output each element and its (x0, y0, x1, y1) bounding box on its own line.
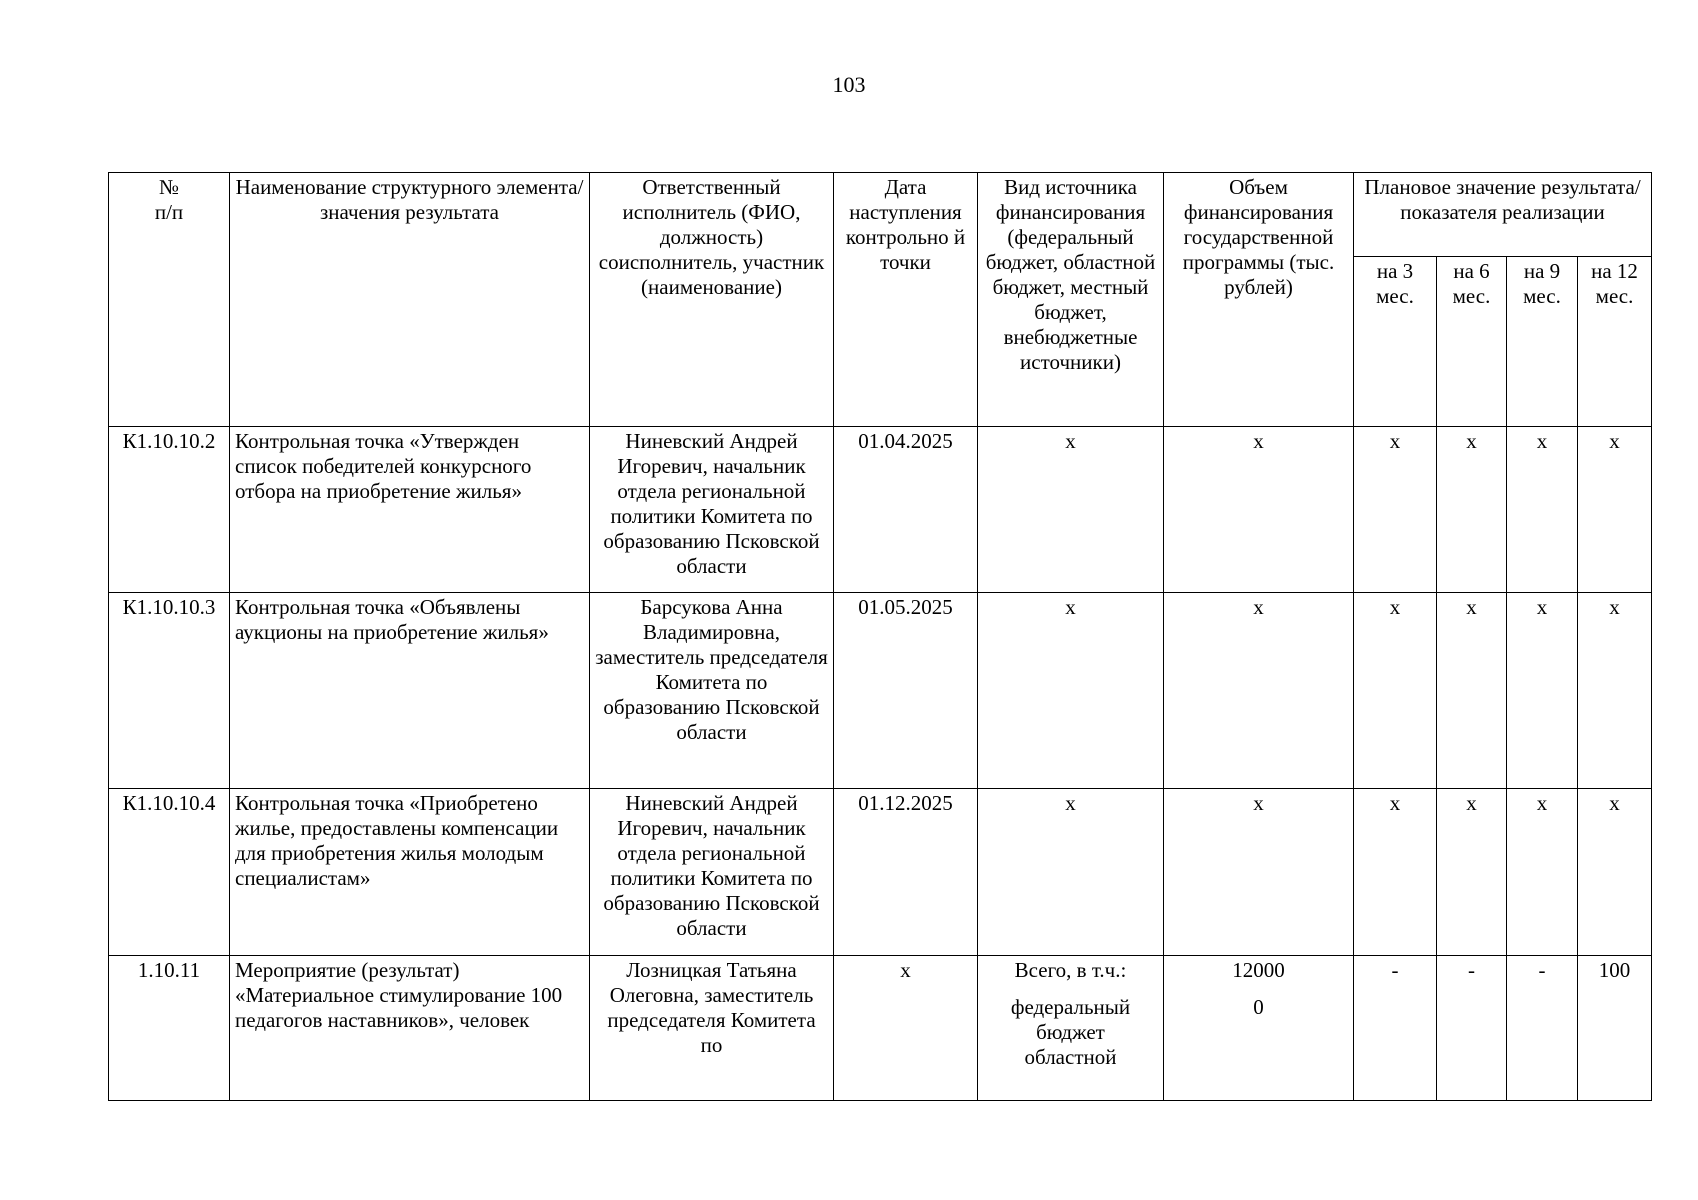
page-number: 103 (832, 72, 866, 97)
table-row (109, 593, 1652, 789)
row-m3: х (1354, 427, 1437, 593)
row-volume: х (1164, 593, 1354, 789)
volume-federal: 0 (1253, 995, 1264, 1019)
row-name: Контрольная точка «Объявлены аукционы на приобретение жилья» (230, 593, 590, 789)
row-num: 1.10.11 (109, 956, 230, 1101)
row-m9: х (1507, 789, 1578, 956)
row-source: х (978, 427, 1164, 593)
row-m3: х (1354, 593, 1437, 789)
header-row (109, 173, 1652, 257)
row-m9: х (1507, 593, 1578, 789)
row-executor: Барсукова Анна Владимировна, заместитель председателя Комитета по образованию Псковской области (590, 593, 834, 789)
row-m12: х (1578, 427, 1652, 593)
source-federal: федеральный бюджет (1010, 995, 1131, 1044)
row-m3: - (1354, 956, 1437, 1101)
header-name: Наименование структурного элемента/ значения результата (230, 173, 590, 427)
row-m12: х (1578, 593, 1652, 789)
row-volume (1164, 956, 1354, 1101)
header-volume: Объем финансирования государственной программы (тыс. рублей) (1164, 173, 1354, 427)
row-m12: 100 (1578, 956, 1652, 1101)
row-num: К1.10.10.4 (109, 789, 230, 956)
program-table (108, 172, 1652, 1101)
row-date: х (834, 956, 978, 1101)
row-name: Мероприятие (результат) «Материальное стимулирование 100 педагогов наставников», человек (230, 956, 590, 1101)
row-date: 01.05.2025 (834, 593, 978, 789)
source-total: Всего, в т.ч.: (1014, 958, 1127, 982)
row-source (978, 956, 1164, 1101)
table-row (109, 956, 1652, 1101)
row-name: Контрольная точка «Приобретено жилье, предоставлены компенсации для приобретения жилья молодым специалистам» (230, 789, 590, 956)
header-date: Дата наступления контрольно й точки (834, 173, 978, 427)
header-m9: на 9 мес. (1507, 257, 1578, 427)
header-m6: на 6 мес. (1437, 257, 1507, 427)
row-volume: х (1164, 427, 1354, 593)
source-regional: областной (1024, 1045, 1117, 1069)
header-m3: на 3 мес. (1354, 257, 1437, 427)
row-source: х (978, 789, 1164, 956)
row-m6: - (1437, 956, 1507, 1101)
volume-total: 12000 (1232, 958, 1285, 982)
row-date: 01.04.2025 (834, 427, 978, 593)
row-m9: - (1507, 956, 1578, 1101)
table-row (109, 789, 1652, 956)
row-m6: х (1437, 427, 1507, 593)
row-m3: х (1354, 789, 1437, 956)
row-executor: Ниневский Андрей Игоревич, начальник отдела региональной политики Комитета по образованию Псковской области (590, 789, 834, 956)
row-m6: х (1437, 593, 1507, 789)
header-plan: Плановое значение результата/показателя реализации (1354, 173, 1652, 257)
row-date: 01.12.2025 (834, 789, 978, 956)
row-source: х (978, 593, 1164, 789)
header-num: № п/п (109, 173, 230, 427)
row-executor: Лозницкая Татьяна Олеговна, заместитель председателя Комитета по (590, 956, 834, 1101)
table-row (109, 427, 1652, 593)
row-num: К1.10.10.2 (109, 427, 230, 593)
header-source: Вид источника финансирования (федеральный бюджет, областной бюджет, местный бюджет, внебюджетные источники) (978, 173, 1164, 427)
row-num: К1.10.10.3 (109, 593, 230, 789)
header-executor: Ответственный исполнитель (ФИО, должность) соисполнитель, участник (наименование) (590, 173, 834, 427)
row-m12: х (1578, 789, 1652, 956)
row-m9: х (1507, 427, 1578, 593)
header-m12: на 12 мес. (1578, 257, 1652, 427)
row-name: Контрольная точка «Утвержден список победителей конкурсного отбора на приобретение жилья» (230, 427, 590, 593)
row-m6: х (1437, 789, 1507, 956)
row-executor: Ниневский Андрей Игоревич, начальник отдела региональной политики Комитета по образованию Псковской области (590, 427, 834, 593)
row-volume: х (1164, 789, 1354, 956)
